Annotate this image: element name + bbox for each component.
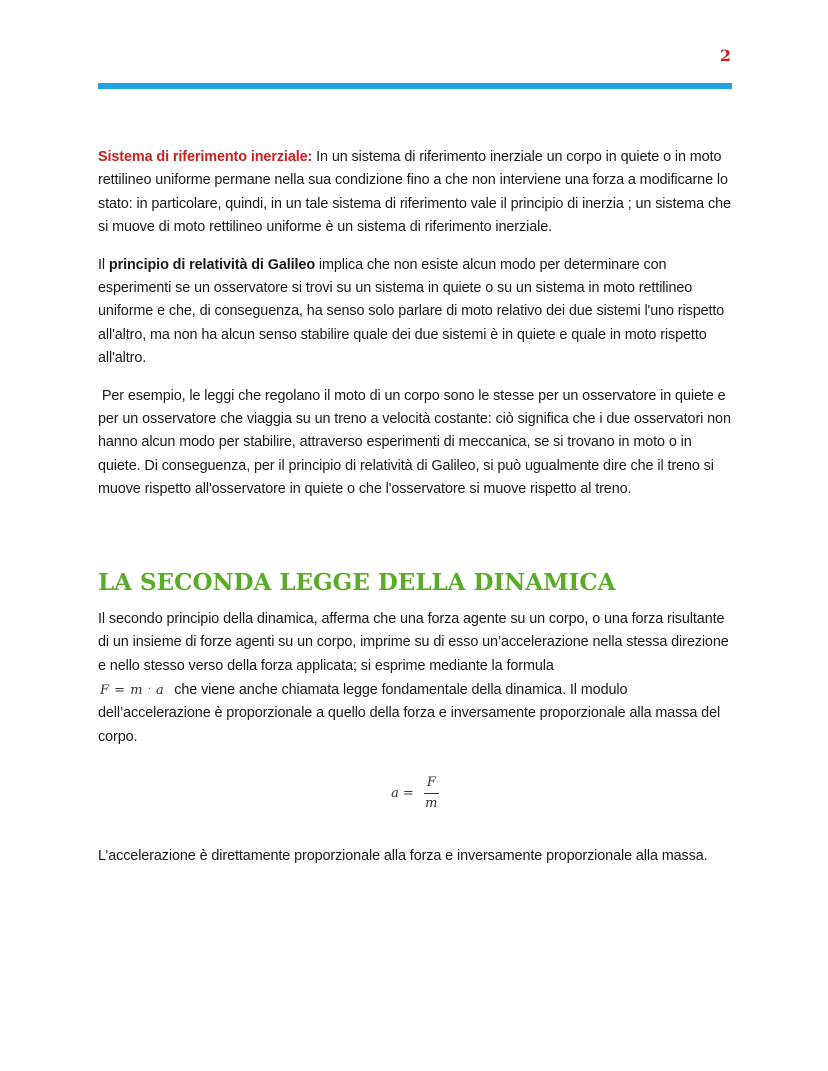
formula-dot: · [147,683,152,695]
paragraph-text: In un sistema di riferimento inerziale un corpo in quiete o in moto rettilineo uniforme permane nella sua condizione fino a che non interviene una forza a modificarne lo stato: in particolare, quindi, in un tale sistema di riferimento vale il principio di inerzia ; un sistema che si muove di moto rettilineo uniforme è un sistema di riferimento inerziale. [98,149,731,236]
formula-equals: = [402,785,414,801]
term-label: Sistema di riferimento inerziale: [98,149,313,165]
paragraph-inertial-frame [98,146,732,240]
bold-term: principio di relatività di Galileo [108,256,316,273]
paragraph-galileo-relativity [98,254,732,371]
paragraph-example: Per esempio, le leggi che regolano il moto di un corpo sono le stesse per un osservatore in quiete e per un osservatore che viaggia su un treno a velocità costante: ciò significa che i due osservatori non hanno alcun modo per stabilire, attraverso esperimenti di meccanica, se si trovano in moto o in quiete. Di conseguenza, per il principio di relatività di Galileo, si può ugualmente dire che il treno si muove rispetto all'osservatore in quiete o che l'osservatore si muove rispetto al treno. [98,387,735,498]
paragraph-proportionality: L’accelerazione è direttamente proporzionale alla forza e inversamente proporzionale alla massa. [98,848,708,865]
fraction [424,775,439,812]
formula-acceleration: a [156,682,165,698]
paragraph-text: implica che non esiste alcun modo per determinare con esperimenti se un osservatore si trovi su un sistema in quiete o su un sistema in moto rettilineo uniforme e che, di conseguenza, ha senso solo parlare di moto relativo dei due sistemi l'uno rispetto all'altro, ma non ha alcun senso stabilire quale dei due sistemi è in quiete e quale in moto rispetto all'altro. [98,256,725,367]
paragraph-second-law [98,608,732,749]
header-divider [98,83,732,89]
inline-formula [100,678,164,702]
fraction-denominator: m [425,795,438,811]
formula-mass: m [130,682,144,698]
paragraph-text: Il secondo principio della dinamica, afferma che una forza agente su un corpo, o una forza risultante di un insieme di forze agenti su un corpo, imprime su di esso un’accelerazione nella stessa direzione e nello stesso verso della forza applicata; si esprime mediante la formula [98,610,729,674]
page-number: 2 [719,46,731,65]
paragraph-text-continued: che viene anche chiamata legge fondamentale della dinamica. Il modulo dell’accelerazione è proporzionale a quello della forza e inversamente proporzionale alla massa del corpo. [98,681,721,745]
fraction-numerator: F [424,775,439,794]
block-formula [98,767,732,819]
paragraph-prefix: Il [98,256,109,273]
document-body [98,146,735,883]
formula-force: F [100,682,110,698]
formula-lhs: a [391,785,399,801]
formula-equals: = [114,682,126,698]
section-heading: LA SECONDA LEGGE DELLA DINAMICA [98,568,616,596]
